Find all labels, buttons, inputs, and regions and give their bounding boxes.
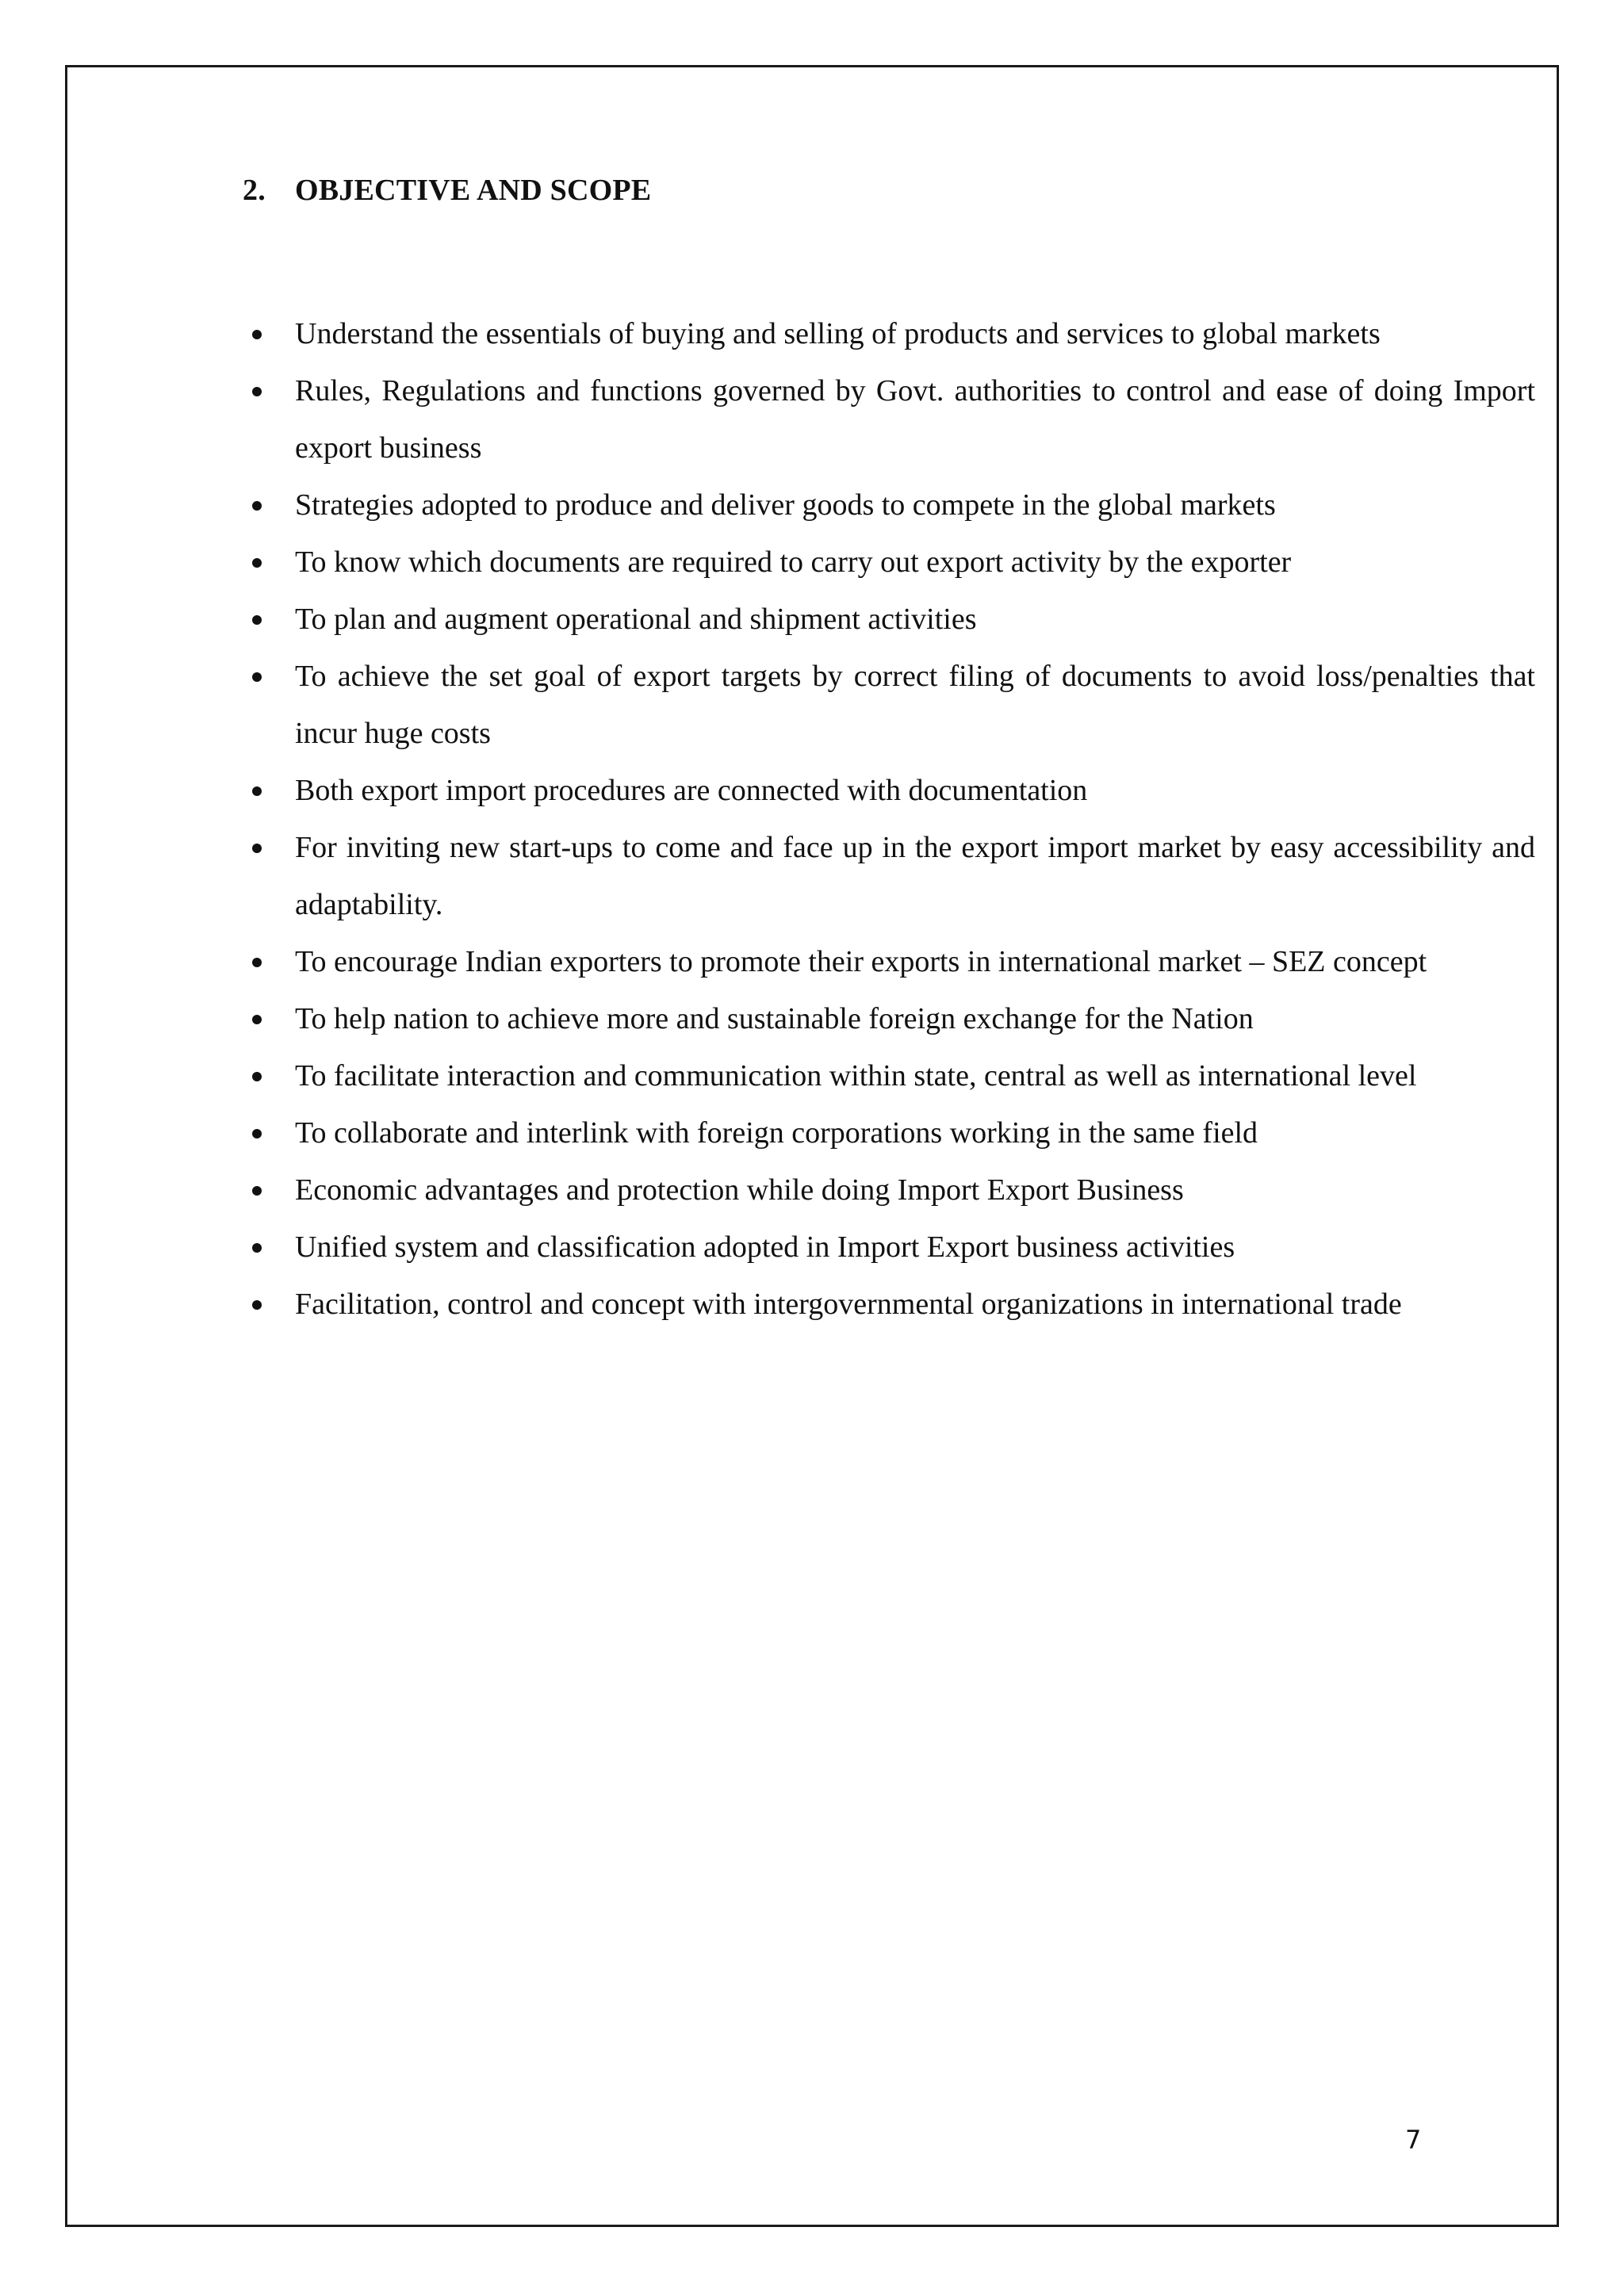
objectives-list (243, 305, 1535, 1333)
bullet-icon (252, 786, 262, 796)
bullet-icon (252, 1129, 262, 1138)
objective-text: To know which documents are required to carry out export activity by the exporter (295, 545, 1292, 579)
bullet-icon (252, 558, 262, 568)
objective-text: To encourage Indian exporters to promote their exports in international market – SEZ concept (295, 945, 1427, 978)
objective-item (243, 1104, 1535, 1161)
objective-item (243, 1219, 1535, 1276)
bullet-icon (252, 958, 262, 967)
objective-text: To plan and augment operational and shipment activities (295, 603, 977, 636)
section-title: OBJECTIVE AND SCOPE (295, 174, 652, 207)
objective-item (243, 1161, 1535, 1219)
bullet-icon (252, 844, 262, 853)
objective-text: To collaborate and interlink with foreign corporations working in the same field (295, 1116, 1258, 1150)
bullet-icon (252, 330, 262, 339)
objective-text: To achieve the set goal of export targets by correct filing of documents to avoid loss/penalties that incur huge costs (295, 660, 1535, 750)
page-number: 7 (1405, 2125, 1422, 2155)
objective-text: To facilitate interaction and communication within state, central as well as international level (295, 1059, 1417, 1093)
objective-text: To help nation to achieve more and sustainable foreign exchange for the Nation (295, 1002, 1254, 1035)
objective-text: Unified system and classification adopted in Import Export business activities (295, 1230, 1235, 1264)
objective-item (243, 476, 1535, 534)
objective-item (243, 1047, 1535, 1104)
objective-item (243, 933, 1535, 990)
bullet-icon (252, 1300, 262, 1310)
objective-text: Rules, Regulations and functions governed by Govt. authorities to control and ease of doing Import export business (295, 374, 1535, 465)
objective-item (243, 819, 1535, 933)
objective-text: Facilitation, control and concept with intergovernmental organizations in international trade (295, 1288, 1402, 1321)
objective-item (243, 648, 1535, 762)
bullet-icon (252, 672, 262, 682)
objective-item (243, 762, 1535, 819)
objective-item (243, 305, 1535, 362)
bullet-icon (252, 1015, 262, 1024)
objective-item (243, 1276, 1535, 1333)
objective-text: Strategies adopted to produce and deliver goods to compete in the global markets (295, 488, 1276, 522)
bullet-icon (252, 501, 262, 511)
objective-item (243, 362, 1535, 476)
objective-item (243, 534, 1535, 591)
section-heading (243, 173, 651, 208)
bullet-icon (252, 1186, 262, 1196)
bullet-icon (252, 1072, 262, 1081)
bullet-icon (252, 1243, 262, 1253)
objective-item (243, 591, 1535, 648)
objective-text: Both export import procedures are connected with documentation (295, 774, 1088, 807)
bullet-icon (252, 615, 262, 625)
objective-text: Understand the essentials of buying and selling of products and services to global markets (295, 317, 1381, 350)
objective-text: For inviting new start-ups to come and face up in the export import market by easy accessibility and adaptability. (295, 831, 1535, 921)
objective-text: Economic advantages and protection while doing Import Export Business (295, 1173, 1184, 1207)
bullet-icon (252, 387, 262, 396)
section-number: 2. (243, 174, 266, 207)
objective-item (243, 990, 1535, 1047)
